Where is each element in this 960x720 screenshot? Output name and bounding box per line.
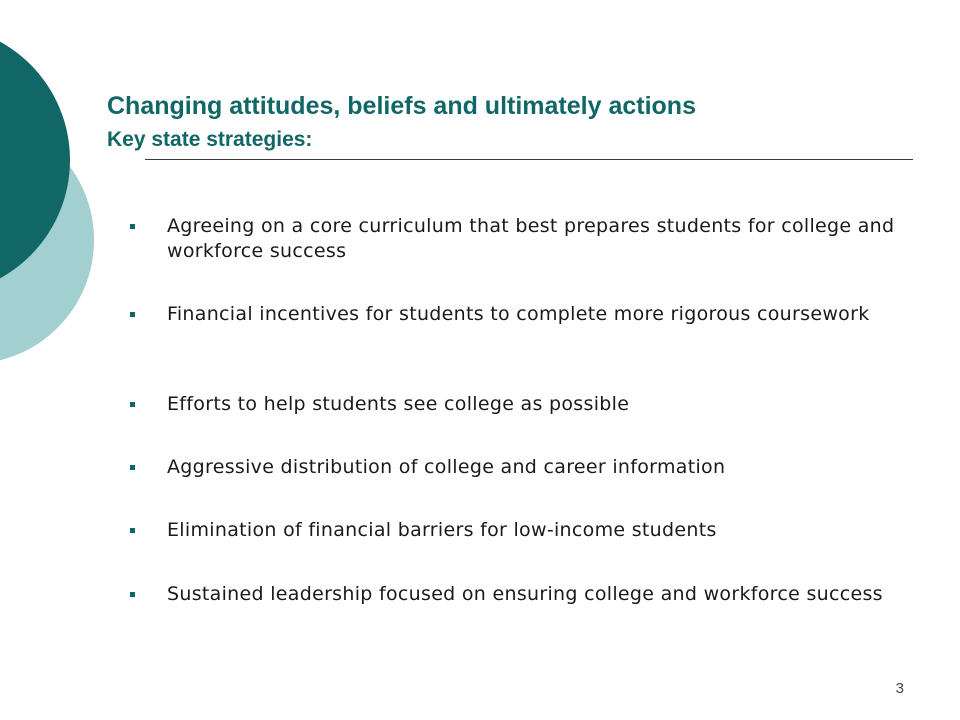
square-bullet-icon: [130, 224, 135, 229]
square-bullet-icon: [130, 528, 135, 533]
list-item-text: Aggressive distribution of college and career information: [167, 456, 726, 478]
square-bullet-icon: [130, 592, 135, 597]
list-item-text: Sustained leadership focused on ensuring college and workforce success: [167, 583, 883, 605]
list-item-text: Financial incentives for students to complete more rigorous coursework: [167, 303, 870, 325]
square-bullet-icon: [130, 402, 135, 407]
list-item-text: Agreeing on a core curriculum that best prepares students for college and workforce success: [167, 215, 895, 262]
list-item-text: Elimination of financial barriers for low-income students: [167, 519, 717, 541]
decorative-circles: [0, 0, 140, 400]
slide-subtitle: Key state strategies:: [107, 128, 313, 151]
square-bullet-icon: [130, 465, 135, 470]
slide-title: Changing attitudes, beliefs and ultimately actions: [107, 92, 696, 120]
list-item-text: Efforts to help students see college as possible: [167, 393, 630, 415]
page-number: 3: [895, 680, 904, 697]
square-bullet-icon: [130, 312, 135, 317]
title-divider: [145, 159, 913, 160]
